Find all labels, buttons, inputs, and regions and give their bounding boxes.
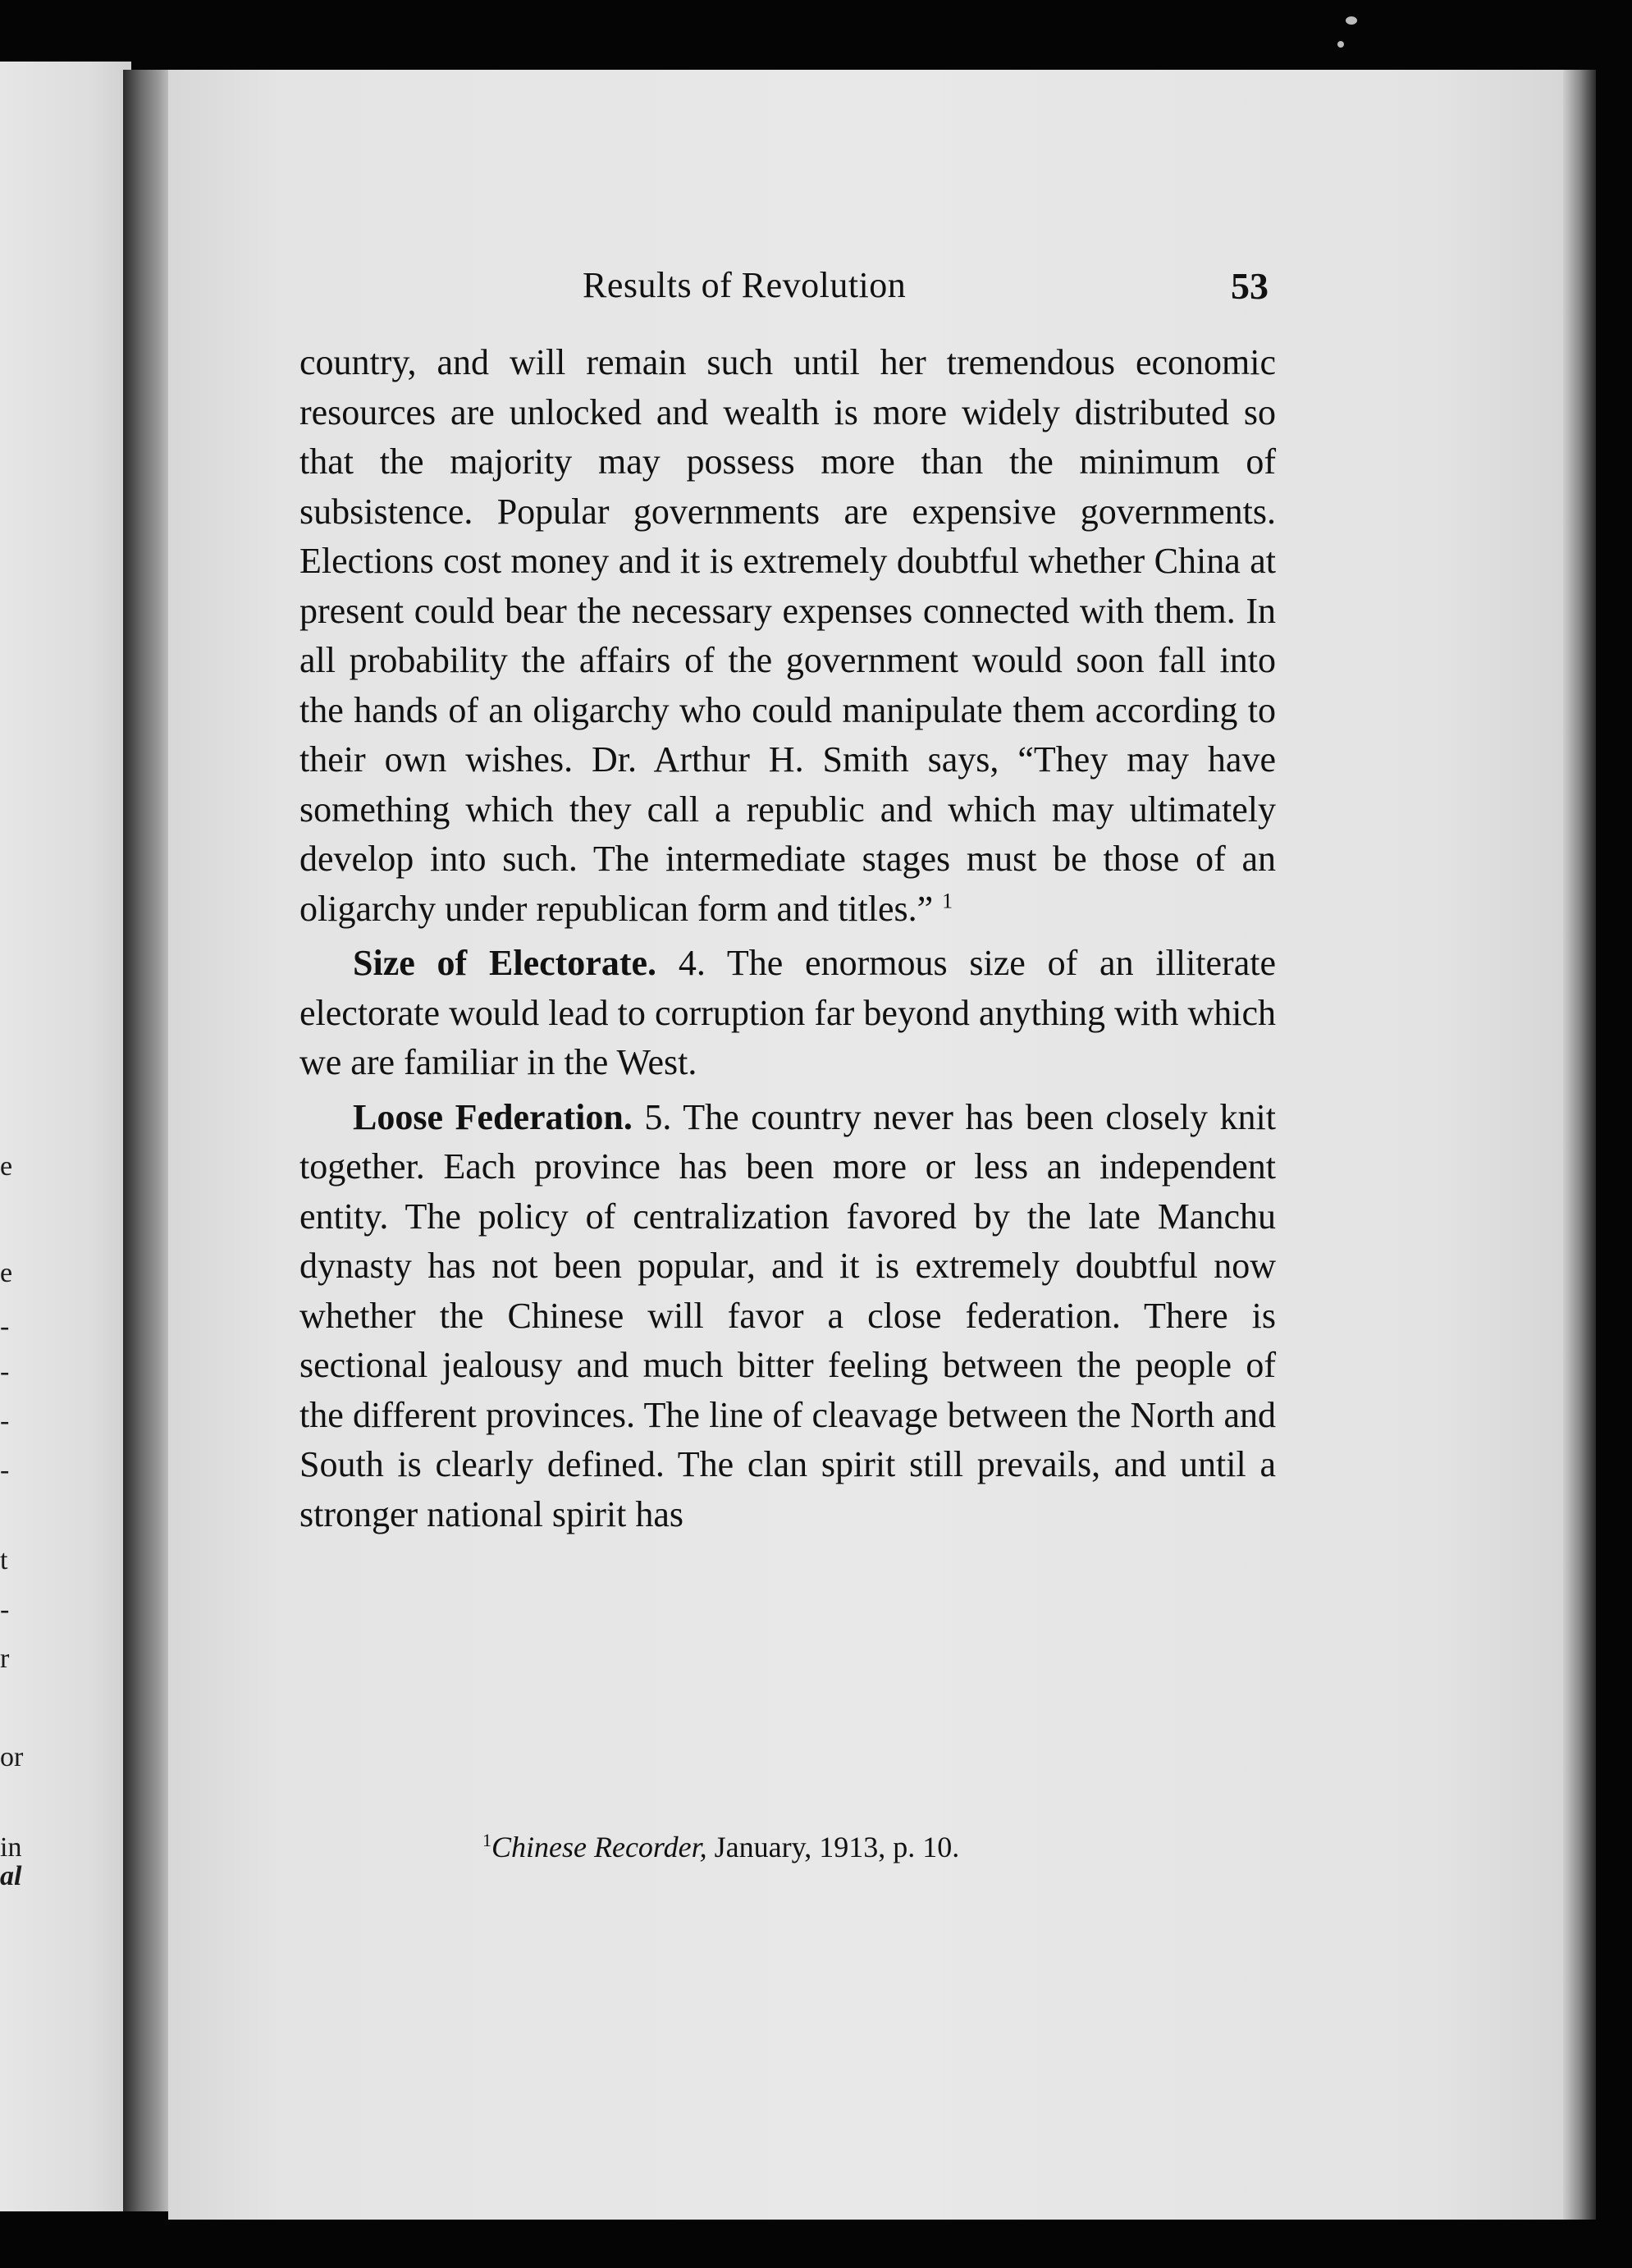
- margin-fragment: -: [0, 1356, 10, 1387]
- footnote: [482, 1830, 959, 1864]
- opening-paragraph: [299, 338, 1276, 934]
- book-gutter: [123, 70, 174, 2211]
- section-heading: Size of Electorate.: [353, 943, 657, 983]
- margin-fragment: in: [0, 1832, 22, 1863]
- margin-fragment: -: [0, 1594, 10, 1625]
- margin-fragment: al: [0, 1861, 22, 1891]
- scan-speck: [1337, 41, 1344, 48]
- section-heading: Loose Federation.: [353, 1096, 633, 1137]
- margin-fragment: t: [0, 1545, 8, 1575]
- margin-fragment: e: [0, 1258, 13, 1288]
- margin-fragment: or: [0, 1742, 24, 1772]
- page-number: 53: [1231, 265, 1269, 307]
- previous-page-edge: [0, 62, 131, 2211]
- page-right-edge: [1563, 70, 1596, 2220]
- margin-fragment: -: [0, 1406, 10, 1436]
- paragraph-text: country, and will remain such until her tremendous economic resources are unlocked and wealth is more widely distributed so that the majority may possess more than the minimum of subsistence. Popular governments are expensive governments. Elections cost money and it is extremely doubtful whether China at present could bear the necessary expenses connected with them. In all probability the affairs of the government would soon fall into the hands of an oligarchy who could manipulate them according to their own wishes. Dr. Arthur H. Smith says, “They may have something which they call a republic and which may ultimately develop into such. The intermediate stages must be those of an oligarchy under republican form and titles.”: [299, 342, 1276, 929]
- section-text: 5. The country never has been closely knit together. Each province has been more or less an independent entity. The policy of centralization favored by the late Manchu dynasty has not been popular, and it is extremely doubtful now whether the Chinese will favor a close federation. There is sectional jealousy and much bitter feeling between the people of the different provinces. The line of cleavage between the North and South is clearly defined. The clan spirit still prevails, and until a stronger national spirit has: [299, 1096, 1276, 1534]
- section-loose-federation: [299, 1093, 1276, 1540]
- margin-fragment: -: [0, 1311, 10, 1342]
- footnote-journal: Chinese Recorder,: [491, 1831, 707, 1863]
- margin-fragment: e: [0, 1151, 13, 1182]
- footnote-marker: 1: [482, 1830, 491, 1850]
- page-body: [299, 338, 1276, 1539]
- footnote-details: January, 1913, p. 10.: [706, 1831, 960, 1863]
- margin-fragment: r: [0, 1644, 10, 1674]
- running-title: Results of Revolution: [583, 265, 907, 305]
- section-size-of-electorate: [299, 939, 1276, 1088]
- scan-speck: [1346, 16, 1357, 25]
- footnote-reference: 1: [942, 888, 953, 912]
- section-text: 4. The enormous size of an illiterate electorate would lead to corruption far beyond anything with which we are familiar in the West.: [299, 943, 1276, 1082]
- margin-fragment: -: [0, 1455, 10, 1485]
